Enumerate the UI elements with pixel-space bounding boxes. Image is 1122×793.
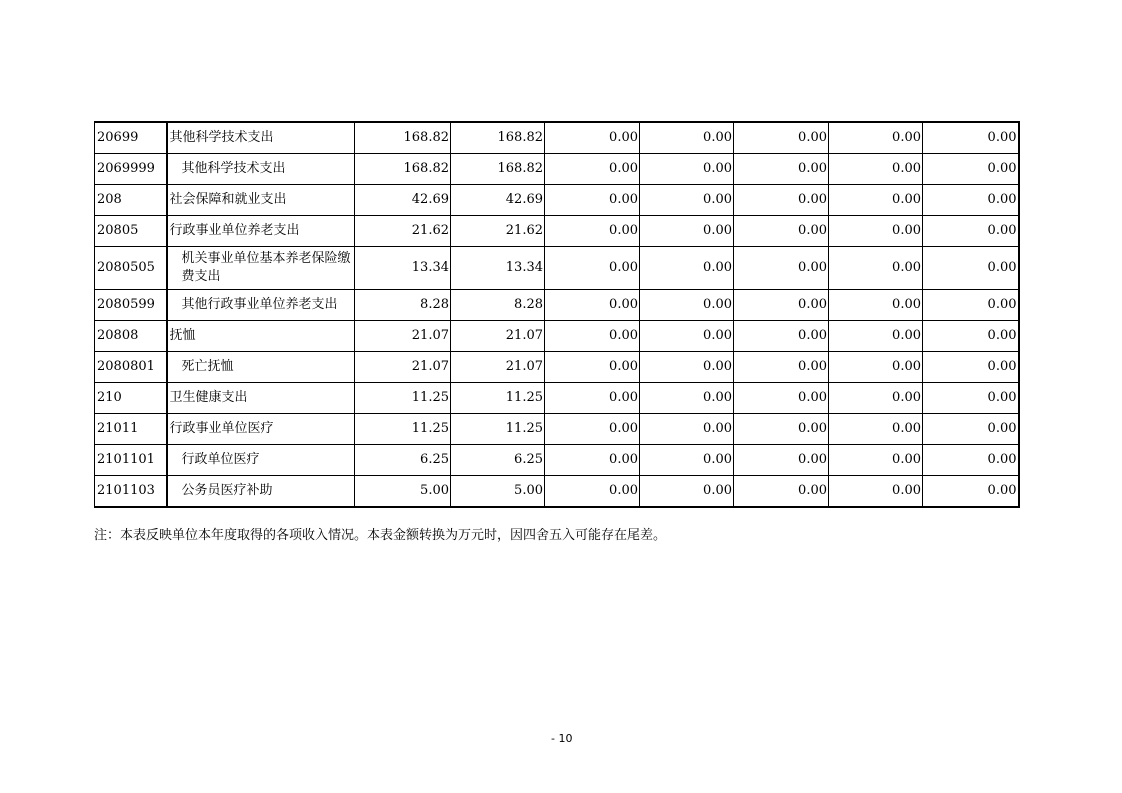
- subject-name-cell: 行政单位医疗: [167, 445, 355, 476]
- amount-cell: 0.00: [734, 445, 829, 476]
- amount-cell: 42.69: [451, 185, 545, 216]
- amount-cell: 0.00: [640, 122, 734, 154]
- subject-code-cell: 2069999: [95, 154, 167, 185]
- amount-cell: 0.00: [640, 414, 734, 445]
- subject-code-cell: 210: [95, 383, 167, 414]
- subject-code-cell: 2080505: [95, 247, 167, 290]
- table-row: [95, 445, 1019, 476]
- table-row: [95, 321, 1019, 352]
- amount-cell: 168.82: [355, 122, 451, 154]
- amount-cell: 13.34: [451, 247, 545, 290]
- amount-cell: 0.00: [640, 321, 734, 352]
- amount-cell: 0.00: [829, 352, 923, 383]
- amount-cell: 0.00: [923, 154, 1019, 185]
- table-row: [95, 476, 1019, 508]
- table-footnote: 注：本表反映单位本年度取得的各项收入情况。本表金额转换为万元时，因四舍五入可能存在尾差。: [94, 528, 667, 543]
- amount-cell: 0.00: [829, 247, 923, 290]
- table-row: [95, 185, 1019, 216]
- subject-name-cell: 卫生健康支出: [167, 383, 355, 414]
- amount-cell: 0.00: [545, 247, 640, 290]
- amount-cell: 168.82: [451, 154, 545, 185]
- amount-cell: 0.00: [640, 185, 734, 216]
- amount-cell: 0.00: [829, 321, 923, 352]
- amount-cell: 8.28: [355, 290, 451, 321]
- subject-code-cell: 2101101: [95, 445, 167, 476]
- amount-cell: 0.00: [640, 352, 734, 383]
- amount-cell: 0.00: [545, 445, 640, 476]
- subject-code-cell: 208: [95, 185, 167, 216]
- amount-cell: 0.00: [829, 383, 923, 414]
- amount-cell: 0.00: [734, 476, 829, 508]
- subject-name-cell: 死亡抚恤: [167, 352, 355, 383]
- amount-cell: 8.28: [451, 290, 545, 321]
- amount-cell: 0.00: [640, 290, 734, 321]
- amount-cell: 21.07: [355, 352, 451, 383]
- amount-cell: 21.07: [355, 321, 451, 352]
- amount-cell: 0.00: [734, 216, 829, 247]
- amount-cell: 21.07: [451, 352, 545, 383]
- table-row: [95, 247, 1019, 290]
- amount-cell: 0.00: [829, 216, 923, 247]
- subject-code-cell: 2101103: [95, 476, 167, 508]
- amount-cell: 0.00: [829, 154, 923, 185]
- amount-cell: 168.82: [451, 122, 545, 154]
- income-table: [94, 121, 1020, 508]
- amount-cell: 11.25: [355, 414, 451, 445]
- amount-cell: 0.00: [734, 185, 829, 216]
- amount-cell: 6.25: [355, 445, 451, 476]
- amount-cell: 11.25: [355, 383, 451, 414]
- amount-cell: 0.00: [829, 290, 923, 321]
- subject-code-cell: 2080599: [95, 290, 167, 321]
- page-number: - 10: [551, 732, 573, 745]
- amount-cell: 0.00: [545, 216, 640, 247]
- amount-cell: 13.34: [355, 247, 451, 290]
- amount-cell: 21.62: [355, 216, 451, 247]
- amount-cell: 0.00: [923, 247, 1019, 290]
- table-row: [95, 216, 1019, 247]
- amount-cell: 0.00: [640, 154, 734, 185]
- amount-cell: 21.07: [451, 321, 545, 352]
- amount-cell: 0.00: [923, 185, 1019, 216]
- amount-cell: 42.69: [355, 185, 451, 216]
- table-row: [95, 414, 1019, 445]
- amount-cell: 0.00: [545, 476, 640, 508]
- subject-name-cell: 社会保障和就业支出: [167, 185, 355, 216]
- amount-cell: 0.00: [734, 247, 829, 290]
- subject-code-cell: 20699: [95, 122, 167, 154]
- subject-code-cell: 20808: [95, 321, 167, 352]
- amount-cell: 5.00: [355, 476, 451, 508]
- subject-name-cell: 其他行政事业单位养老支出: [167, 290, 355, 321]
- amount-cell: 6.25: [451, 445, 545, 476]
- amount-cell: 0.00: [923, 383, 1019, 414]
- subject-name-cell: 其他科学技术支出: [167, 154, 355, 185]
- amount-cell: 0.00: [923, 216, 1019, 247]
- amount-cell: 0.00: [734, 154, 829, 185]
- table-row: [95, 383, 1019, 414]
- amount-cell: 0.00: [734, 122, 829, 154]
- amount-cell: 0.00: [829, 445, 923, 476]
- amount-cell: 0.00: [545, 352, 640, 383]
- amount-cell: 0.00: [545, 154, 640, 185]
- amount-cell: 0.00: [829, 414, 923, 445]
- amount-cell: 0.00: [545, 290, 640, 321]
- amount-cell: 0.00: [734, 352, 829, 383]
- amount-cell: 0.00: [829, 476, 923, 508]
- amount-cell: 0.00: [640, 383, 734, 414]
- amount-cell: 0.00: [734, 290, 829, 321]
- amount-cell: 0.00: [545, 383, 640, 414]
- amount-cell: 11.25: [451, 414, 545, 445]
- amount-cell: 0.00: [923, 414, 1019, 445]
- amount-cell: 0.00: [734, 414, 829, 445]
- table-row: [95, 290, 1019, 321]
- amount-cell: 21.62: [451, 216, 545, 247]
- amount-cell: 0.00: [734, 321, 829, 352]
- subject-name-cell: 行政事业单位医疗: [167, 414, 355, 445]
- amount-cell: 0.00: [545, 122, 640, 154]
- amount-cell: 0.00: [545, 321, 640, 352]
- subject-name-cell: 抚恤: [167, 321, 355, 352]
- amount-cell: 0.00: [923, 290, 1019, 321]
- subject-code-cell: 2080801: [95, 352, 167, 383]
- amount-cell: 0.00: [545, 185, 640, 216]
- amount-cell: 0.00: [829, 185, 923, 216]
- amount-cell: 11.25: [451, 383, 545, 414]
- subject-code-cell: 21011: [95, 414, 167, 445]
- amount-cell: 0.00: [923, 321, 1019, 352]
- amount-cell: 0.00: [829, 122, 923, 154]
- amount-cell: 0.00: [923, 445, 1019, 476]
- amount-cell: 0.00: [640, 247, 734, 290]
- subject-name-cell: 机关事业单位基本养老保险缴费支出: [167, 247, 355, 290]
- subject-name-cell: 公务员医疗补助: [167, 476, 355, 508]
- subject-name-cell: 其他科学技术支出: [167, 122, 355, 154]
- amount-cell: 0.00: [545, 414, 640, 445]
- table-row: [95, 154, 1019, 185]
- amount-cell: 0.00: [640, 216, 734, 247]
- amount-cell: 0.00: [923, 122, 1019, 154]
- amount-cell: 5.00: [451, 476, 545, 508]
- subject-name-cell: 行政事业单位养老支出: [167, 216, 355, 247]
- amount-cell: 0.00: [640, 445, 734, 476]
- subject-code-cell: 20805: [95, 216, 167, 247]
- amount-cell: 0.00: [923, 352, 1019, 383]
- table-body: [95, 122, 1019, 507]
- amount-cell: 0.00: [640, 476, 734, 508]
- amount-cell: 168.82: [355, 154, 451, 185]
- table-row: [95, 352, 1019, 383]
- amount-cell: 0.00: [923, 476, 1019, 508]
- table-row: [95, 122, 1019, 154]
- amount-cell: 0.00: [734, 383, 829, 414]
